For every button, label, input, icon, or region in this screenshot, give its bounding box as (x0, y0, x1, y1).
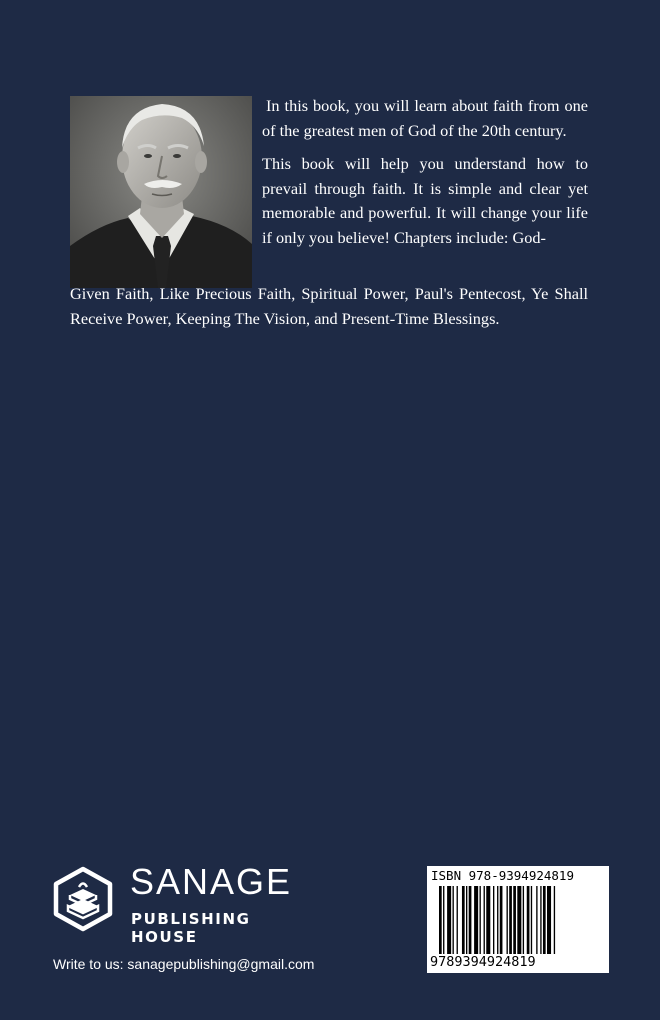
books-hexagon-icon (52, 866, 114, 932)
isbn-barcode (427, 866, 609, 973)
barcode-bars (439, 886, 599, 958)
publisher-subtitle: PUBLISHING HOUSE (131, 910, 251, 946)
isbn-label: ISBN 978-9394924819 (431, 868, 574, 883)
intro-paragraph-2: This book will help you understand how to prevail through faith. It is simple and clear yet memorable and powerful. It will change your life if only you believe! Chapters include: God- (262, 154, 588, 247)
publisher-name: SANAGE (130, 861, 293, 902)
intro-paragraph-2-continued: Given Faith, Like Precious Faith, Spiritual Power, Paul's Pentecost, Ye Shall Receive Power, Keeping The Vision, and Present-Time Blessings. (70, 284, 588, 328)
intro-text (262, 94, 588, 250)
contact-line: Write to us: sanagepublishing@gmail.com (53, 956, 315, 972)
publisher-logo (52, 861, 322, 946)
barcode-digits: 9789394924819 (430, 954, 536, 970)
author-portrait (70, 96, 252, 288)
intro-paragraph-1: In this book, you will learn about faith from one of the greatest men of God of the 20th century. (262, 96, 588, 140)
portrait-image (70, 96, 252, 288)
